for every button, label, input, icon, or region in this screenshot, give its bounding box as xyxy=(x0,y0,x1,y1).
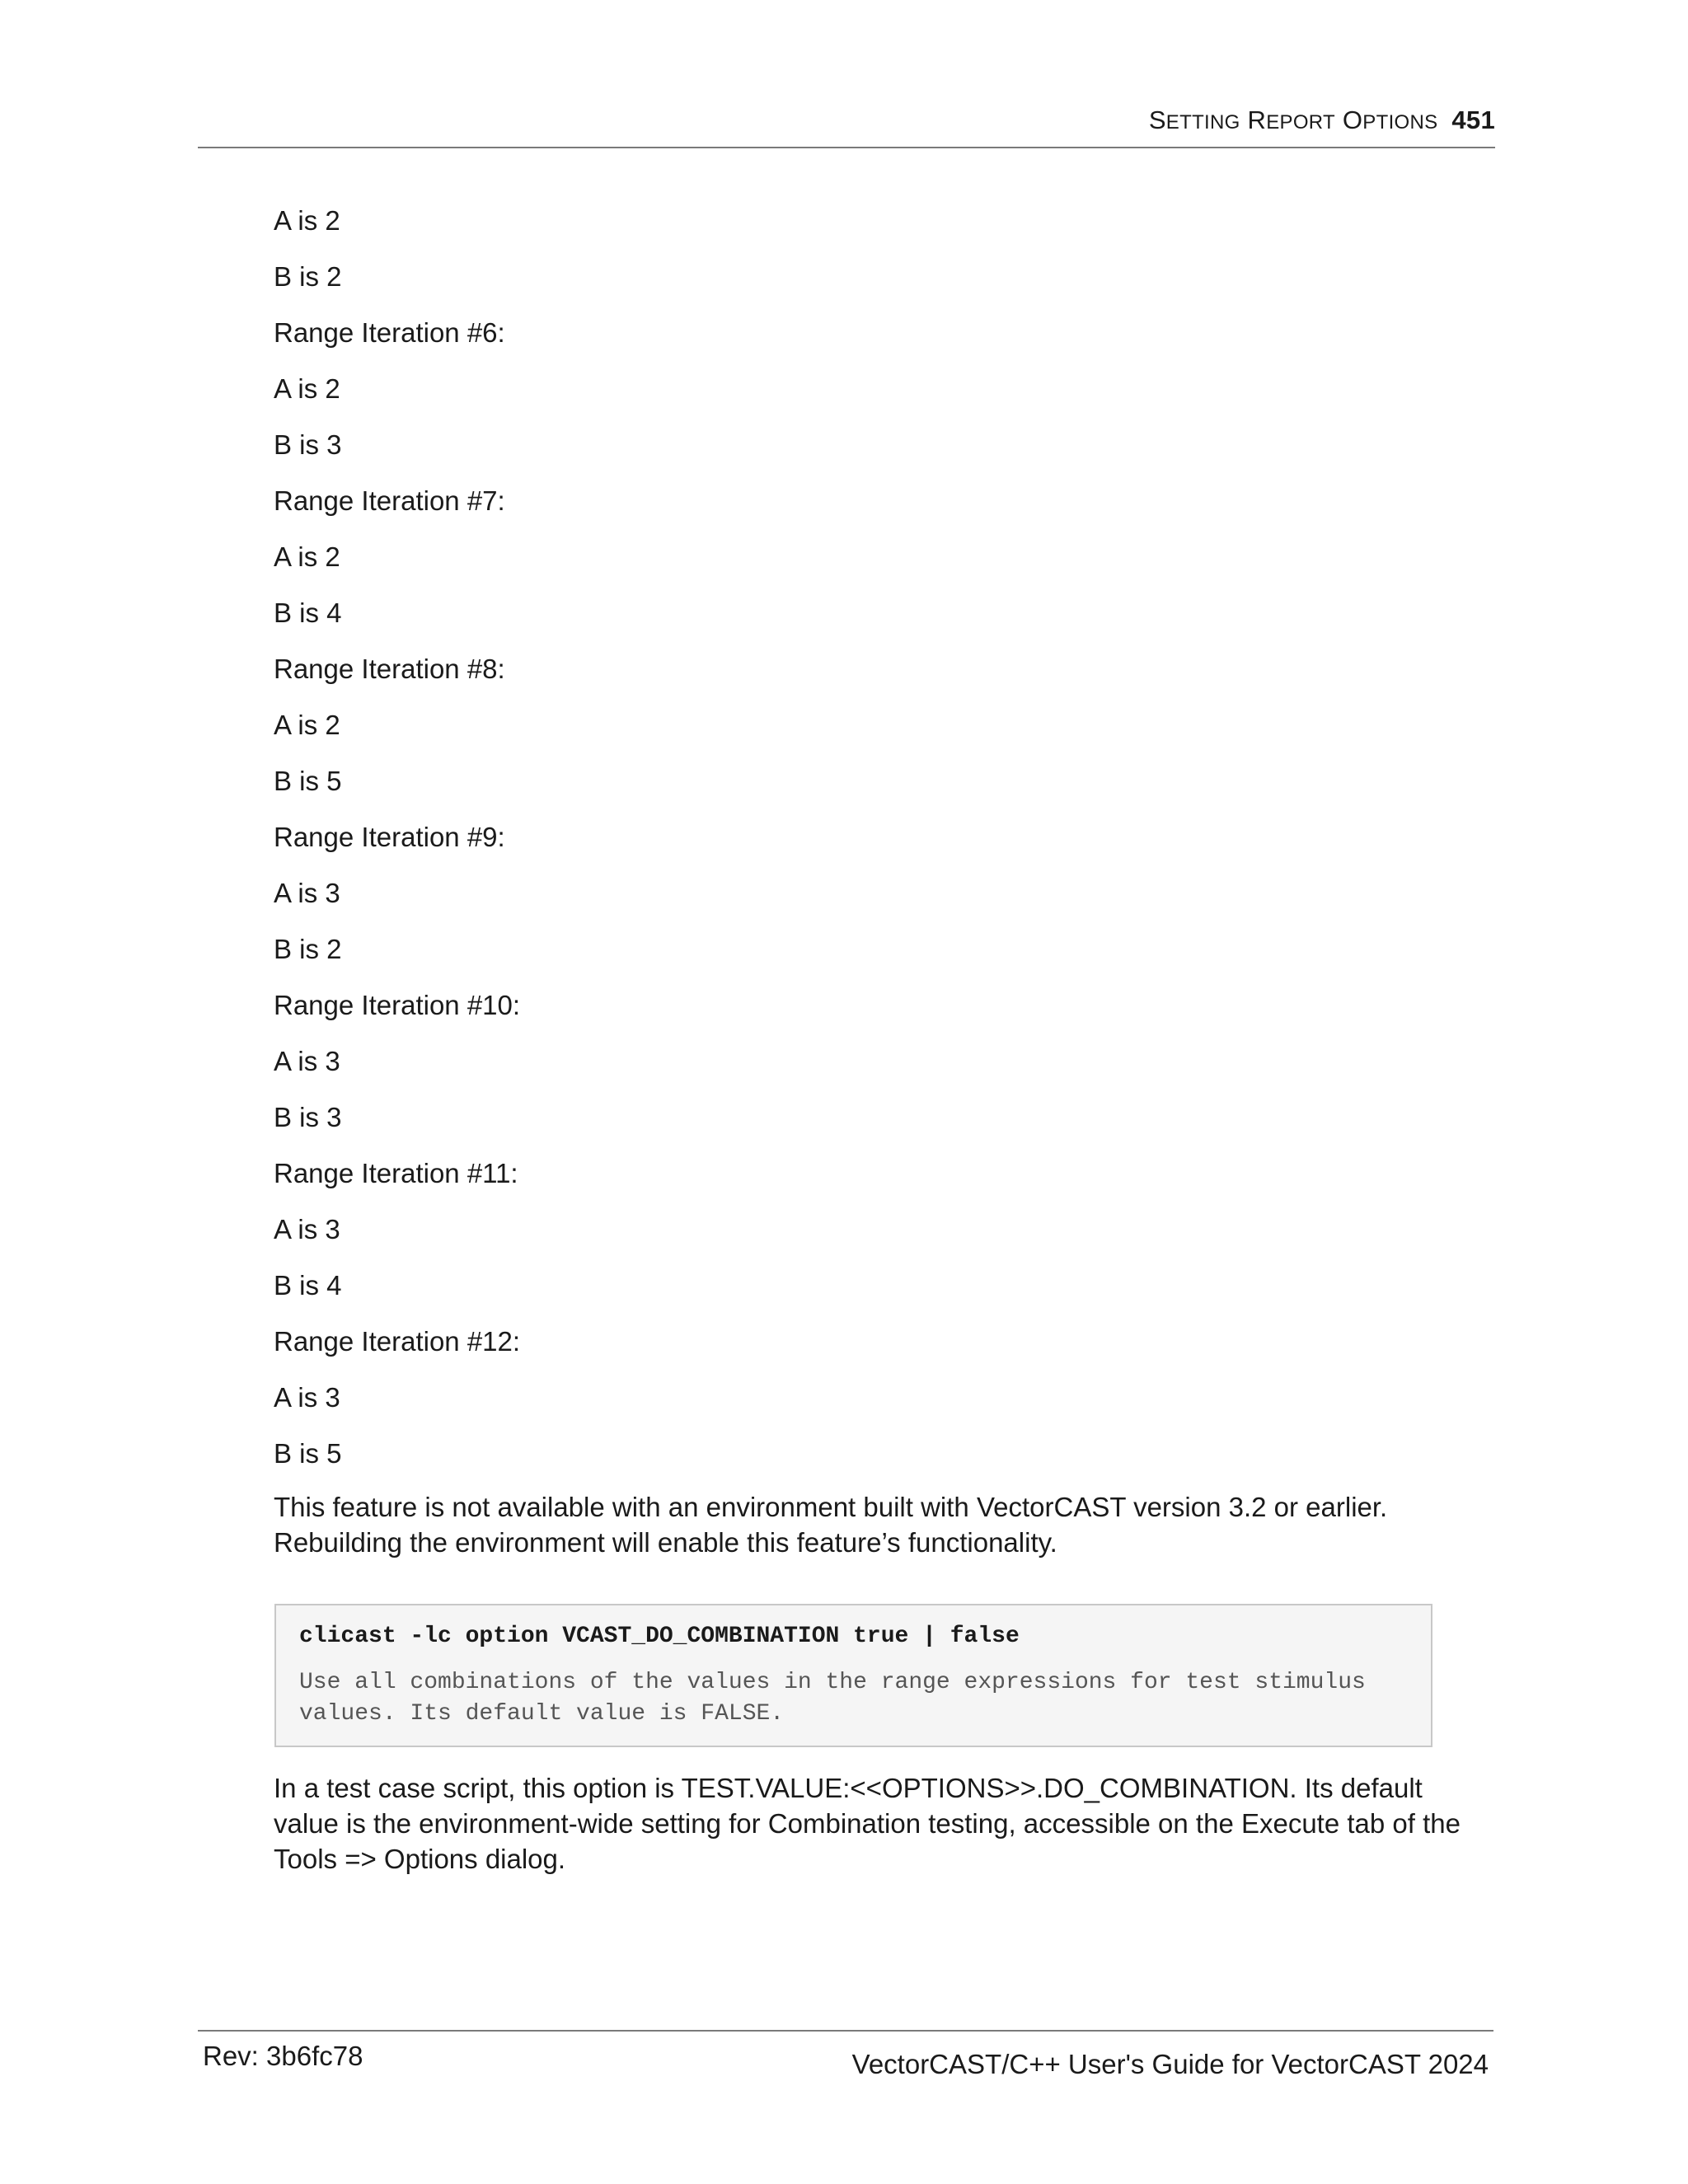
iteration-heading: Range Iteration #6: xyxy=(274,317,505,348)
clicast-command: clicast -lc option VCAST_DO_COMBINATION true | false xyxy=(299,1624,1020,1649)
list-item: B is 5 xyxy=(274,1438,342,1469)
section-title xyxy=(1149,105,1446,134)
section-title-rest: EPORT xyxy=(1266,111,1335,134)
iteration-heading: Range Iteration #11: xyxy=(274,1158,518,1188)
list-item: B is 2 xyxy=(274,261,342,292)
list-item: A is 2 xyxy=(274,205,340,236)
guide-title: VectorCAST/C++ User's Guide for VectorCAST 2024 xyxy=(851,2049,1489,2079)
list-item: B is 2 xyxy=(274,934,342,964)
list-item: A is 3 xyxy=(274,1382,340,1413)
section-title-rest: PTIONS xyxy=(1362,111,1438,134)
list-item: B is 4 xyxy=(274,598,342,628)
iteration-list xyxy=(274,203,1510,1492)
list-item: B is 3 xyxy=(274,429,342,460)
revision-label: Rev: 3b6fc78 xyxy=(203,2041,363,2071)
command-description: Use all combinations of the values in the range expressions for test stimulus values. Its default value is FALSE. xyxy=(299,1670,1366,1727)
body-paragraph: In a test case script, this option is TEST.VALUE:<<OPTIONS>>.DO_COMBINATION. Its default value is the environment-wide setting for Combination testing, accessible on the Execute tab of the Tools => Options dialog. xyxy=(274,1773,1461,1874)
running-header xyxy=(1149,105,1495,135)
list-item: A is 2 xyxy=(274,541,340,572)
list-item: A is 3 xyxy=(274,1046,340,1076)
iteration-heading: Range Iteration #12: xyxy=(274,1326,521,1357)
section-title-initial: S xyxy=(1148,105,1166,134)
list-item: A is 2 xyxy=(274,710,340,740)
section-title-initial: R xyxy=(1247,105,1267,134)
iteration-heading: Range Iteration #7: xyxy=(274,485,505,516)
list-item: A is 3 xyxy=(274,878,340,908)
page-number: 451 xyxy=(1451,105,1495,134)
list-item: A is 2 xyxy=(274,373,340,404)
iteration-heading: Range Iteration #10: xyxy=(274,990,521,1020)
list-item: A is 3 xyxy=(274,1214,340,1244)
list-item: B is 4 xyxy=(274,1270,342,1301)
list-item: B is 3 xyxy=(274,1102,342,1132)
iteration-heading: Range Iteration #9: xyxy=(274,822,505,852)
section-title-initial: O xyxy=(1342,105,1363,134)
list-item: B is 5 xyxy=(274,766,342,796)
footer-divider xyxy=(198,2030,1493,2032)
section-title-rest: ETTING xyxy=(1165,111,1240,134)
iteration-heading: Range Iteration #8: xyxy=(274,654,505,684)
header-divider xyxy=(198,147,1495,148)
compatibility-note: This feature is not available with an environment built with VectorCAST version 3.2 or earlier. Rebuilding the environment will enable this feature’s functionality. xyxy=(274,1492,1388,1558)
command-code-block xyxy=(274,1604,1432,1747)
